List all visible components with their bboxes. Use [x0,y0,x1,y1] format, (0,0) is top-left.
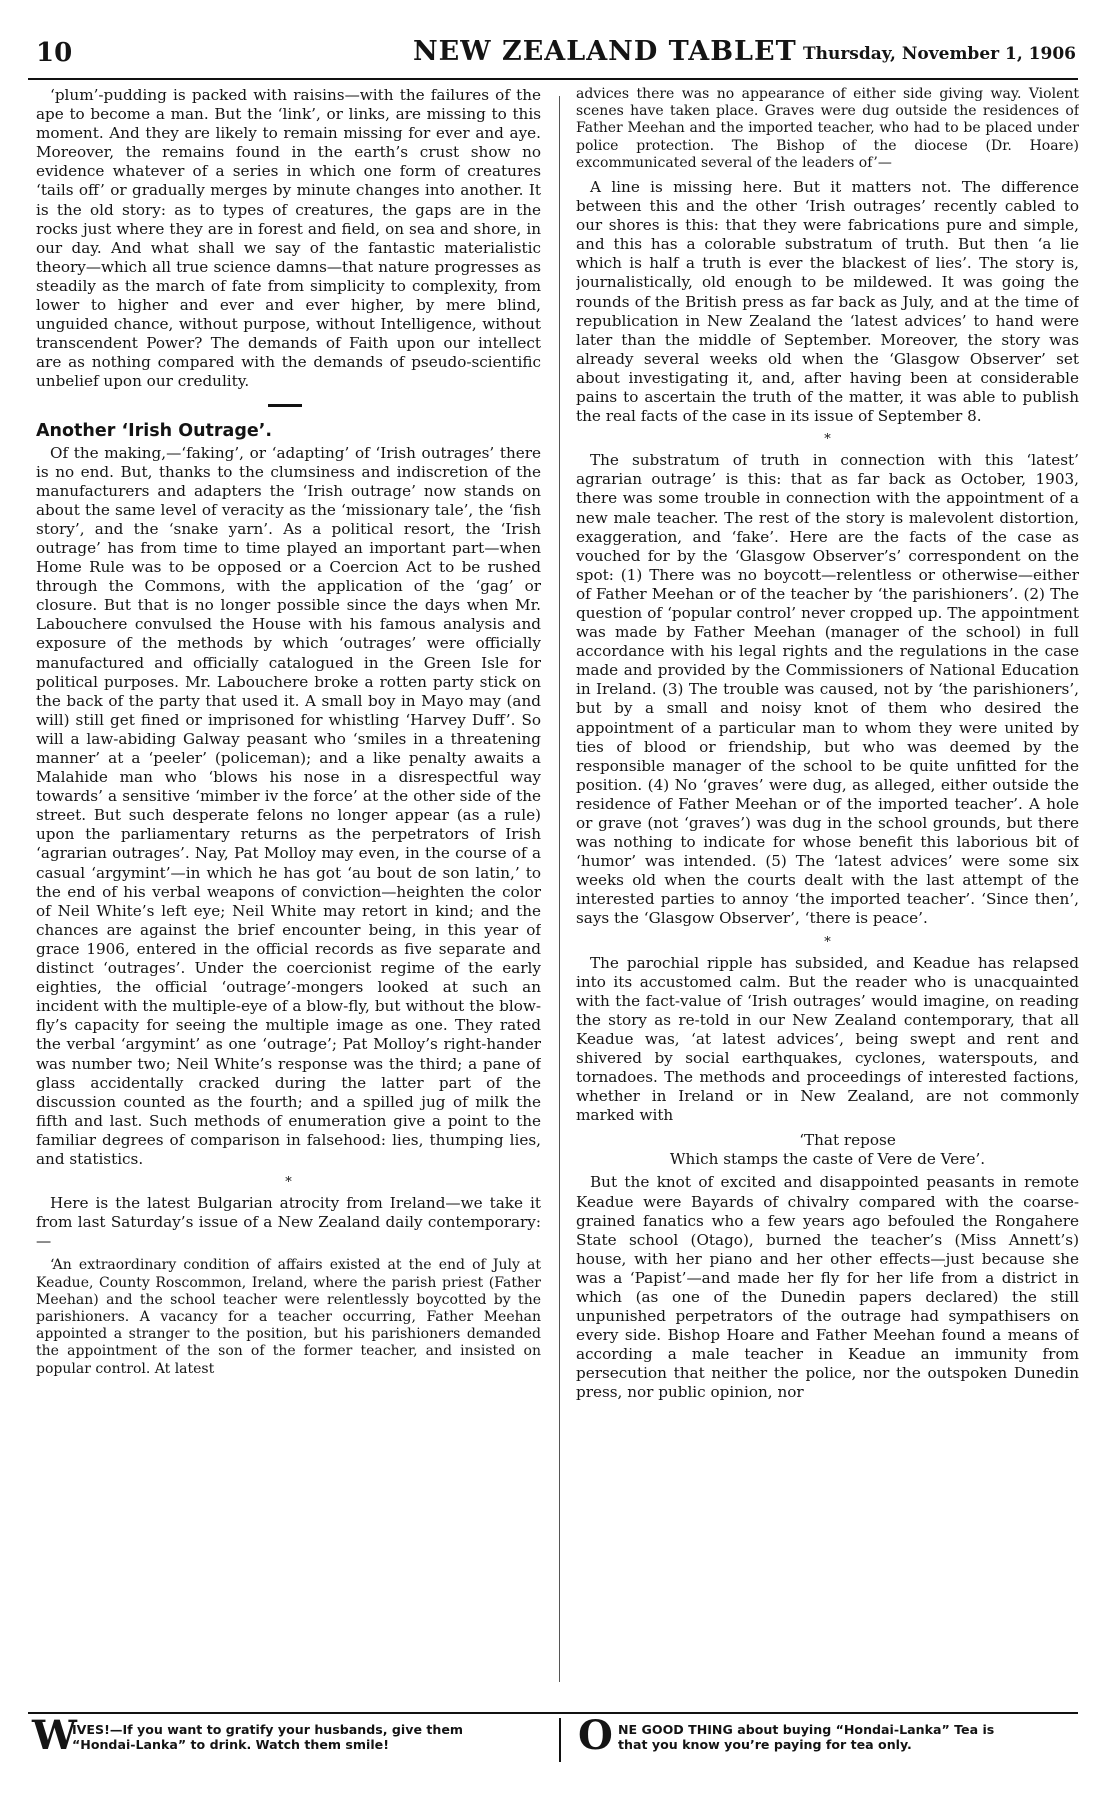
page-number: 10 [36,38,73,68]
column-divider [559,96,560,1682]
footer-rule [28,1712,1078,1714]
separator-star: * [824,432,831,448]
ad-line: “Hondai-Lanka” to drink. Watch them smile! [72,1737,389,1752]
separator-star: * [824,934,831,950]
article-paragraph-6: But the knot of excited and disappointed peasants in remote Keadue were Bayards of chivalry compared with the coarse-grained fanatics who a few years ago befouled the Rongahere State school (Otago), burned the teacher’s (Miss Annett’s) house, with her piano and her other effects—just because she was a ‘Papist’—and made her fly for her life from a district in which (as one of the Dunedin papers declared) the still unpunished perpetrators of the outrage had sympathisers on every side. Bishop Hoare and Father Meehan found a means of according a male teacher in Keadue an immunity from persecution that neither the police, nor the outspoken Dunedin press, nor public opinion, nor [576,1173,1079,1402]
header-rule [28,78,1078,80]
quoted-dispatch: ‘An extraordinary condition of affairs existed at the end of July at Keadue, County Roscommon, Ireland, where the parish priest (Father Meehan) and the school teacher were relentlessly boycotted by the parishioners. A vacancy for a teacher occurring, Father Meehan appointed a stranger to the position, but his parishioners demanded the appointment of the son of the former teacher, and insisted on popular control. At latest [36,1257,541,1377]
advertisement-wives [32,1712,552,1760]
article-paragraph-1: Of the making,—‘faking’, or ‘adapting’ of ‘Irish outrages’ there is no end. But, thanks to the clumsiness and indiscretion of the manufacturers and adapters the ‘Irish outrage’ now stands on about the same level of veracity as the ‘missionary tale’, the ‘fish story’, and the ‘snake yarn’. As a political resort, the ‘Irish outrage’ has from time to time played an important part—when Home Rule was to be opposed or a Coercion Act to be rushed through the Commons, with the application of the ‘gag’ or closure. But that is no longer possible since the days when Mr. Labouchere convulsed the House with his famous analysis and exposure of the methods by which ‘outrages’ were officially manufactured and officially catalogued in the Green Isle for political purposes. Mr. Labouchere broke a rotten party stick on the back of the party that used it. A small boy in Mayo may (and will) still get fined or imprisoned for whistling ‘Harvey Duff’. So will a law-abiding Galway peasant who ‘smiles in a threatening manner’ at a ‘peeler’ (policeman); and a like penalty awaits a Malahide man who ‘blows his nose in a disrespectful way towards’ a sensitive ‘mimber iv the force’ at the other side of the street. But such desperate felons no longer appear (as a rule) upon the parliamentary returns as the perpetrators of Irish ‘agrarian outrages’. Nay, Pat Molloy may even, in the course of a casual ‘argymint’—in which he has got ‘au bout de son latin,’ to the end of his verbal weapons of conviction—heighten the color of Neil White’s left eye; Neil White may retort in kind; and the chances are against the brief encounter being, in this year of grace 1906, entered in the official records as five separate and distinct ‘outrages’. Under the coercionist regime of the early eighties, the official ‘outrage’-mongers looked at such an incident with the multiple-eye of a blow-fly, but without the blow-fly’s capacity for seeing the multiple image as one. They rated the verbal ‘argymint’ as one ‘outrage’; Pat Molloy’s right-hander was number two; Neil White’s response was the third; a pane of glass accidentally cracked during the latter part of the discussion counted as the fourth; and a spilled jug of milk the fifth and last. Such methods of enumeration give a point to the familiar degrees of comparison in falsehood: lies, thumping lies, and statistics. [36,443,541,1168]
section-heading: Another ‘Irish Outrage’. [36,420,273,441]
ad-line: that you know you’re paying for tea only. [618,1737,912,1752]
section-divider [268,404,302,407]
footer-divider [559,1718,561,1762]
masthead-title: NEW ZEALAND TABLET [413,36,797,67]
article-paragraph-4: The substratum of truth in connection with this ‘latest’ agrarian outrage’ is this: that as far back as October, 1903, there was some trouble in connection with the appointment of a new male teacher. The rest of the story is malevolent distortion, exaggeration, and ‘fake’. Here are the facts of the case as vouched for by the ‘Glasgow Observer’s’ correspondent on the spot: (1) There was no boycott—relentless or otherwise—either of Father Meehan or of the teacher by ‘the parishioners’. (2) The question of ‘popular control’ never cropped up. The appointment was made by Father Meehan (manager of the school) in full accordance with his legal rights and the regulations in the case made and provided by the Commissioners of National Education in Ireland. (3) The trouble was caused, not by ‘the parishioners’, but by a small and noisy knot of them who desired the appointment of a particular man to whom they were united by ties of blood or friendship, but who was deemed by the responsible manager of the school to be quite unfitted for the position. (4) No ‘graves’ were dug, as alleged, either outside the residence of Father Meehan or of the imported teacher’. A hole or grave (not ‘graves’) was dug in the school grounds, but there was nothing to indicate for whose benefit this laborious bit of ‘humor’ was intended. (5) The ‘latest advices’ were some six weeks old when the courts dealt with the last attempt of the interested parties to annoy ‘the imported teacher’. ‘Since then’, says the ‘Glasgow Observer’, ‘there is peace’. [576,451,1079,928]
intro-paragraph: ‘plum’-pudding is packed with raisins—with the failures of the ape to become a man. But the ‘link’, or links, are missing to this moment. And they are likely to remain missing for ever and aye. Moreover, the remains found in the earth’s crust show no evidence whatever of a series in which one form of creatures ‘tails off’ or gradually merges by minute changes into another. It is the old story: as to types of creatures, the gaps are in the rocks just where they are in forest and field, on sea and shore, in our day. And what shall we say of the fantastic materialistic theory—which all true science damns—that nature progresses as steadily as the march of fate from simplicity to complexity, from lower to higher and ever and ever higher, by mere blind, unguided chance, without purpose, without Intelligence, without transcendent Power? The demands of Faith upon our intellect are as nothing compared with the demands of pseudo-scientific unbelief upon our credulity. [36,86,541,391]
page-header [28,34,1076,76]
verse-line-1: ‘That repose [799,1131,896,1150]
right-column [576,86,1079,1696]
verse-line-2: Which stamps the caste of Vere de Vere’. [669,1150,986,1169]
quoted-dispatch-continued: advices there was no appearance of either side giving way. Violent scenes have taken place. Graves were dug outside the residences of Father Meehan and the imported teacher, who had to be placed under police protection. The Bishop of the diocese (Dr. Hoare) excommunicated several of the leaders of’— [576,86,1079,171]
ad-drop-capital: W [32,1712,77,1759]
ad-line: IVES!—If you want to gratify your husbands, give them [72,1722,464,1737]
article-paragraph-2: Here is the latest Bulgarian atrocity from Ireland—we take it from last Saturday’s issue of a New Zealand daily contemporary:— [36,1194,541,1251]
article-paragraph-3: A line is missing here. But it matters not. The difference between this and the other ‘Irish outrages’ recently cabled to our shores is this: that they were fabrications pure and simple, and this has a colorable substratum of truth. But then ‘a lie which is half a truth is ever the blackest of lies’. The story is, journalistically, old enough to be mildewed. It was going the rounds of the British press as far back as July, and at the time of republication in New Zealand the ‘latest advices’ to hand were later than the middle of September. Moreover, the story was already several weeks old when the ‘Glasgow Observer’ set about investigating it, and, after having been at considerable pains to ascertain the truth of the matter, it was able to publish the real facts of the case in its issue of September 8. [576,178,1079,426]
ad-line: NE GOOD THING about buying “Hondai-Lanka” Tea is [618,1722,995,1737]
left-column [36,86,541,1696]
ad-text [72,1722,463,1752]
separator-star: * [285,1175,292,1191]
article-paragraph-5: The parochial ripple has subsided, and Keadue has relapsed into its accustomed calm. But the reader who is unacquainted with the fact-value of ‘Irish outrages’ would imagine, on reading the story as re-told in our New Zealand contemporary, that all Keadue was, ‘at latest advices’, being swept and rent and shivered by social earthquakes, cyclones, waterspouts, and tornadoes. The methods and proceedings of interested factions, whether in Ireland or in New Zealand, are not commonly marked with [576,953,1079,1125]
ad-drop-capital: O [578,1712,613,1759]
issue-date: Thursday, November 1, 1906 [802,44,1076,64]
advertisement-one-good-thing [578,1712,1076,1760]
ad-text [618,1722,994,1752]
